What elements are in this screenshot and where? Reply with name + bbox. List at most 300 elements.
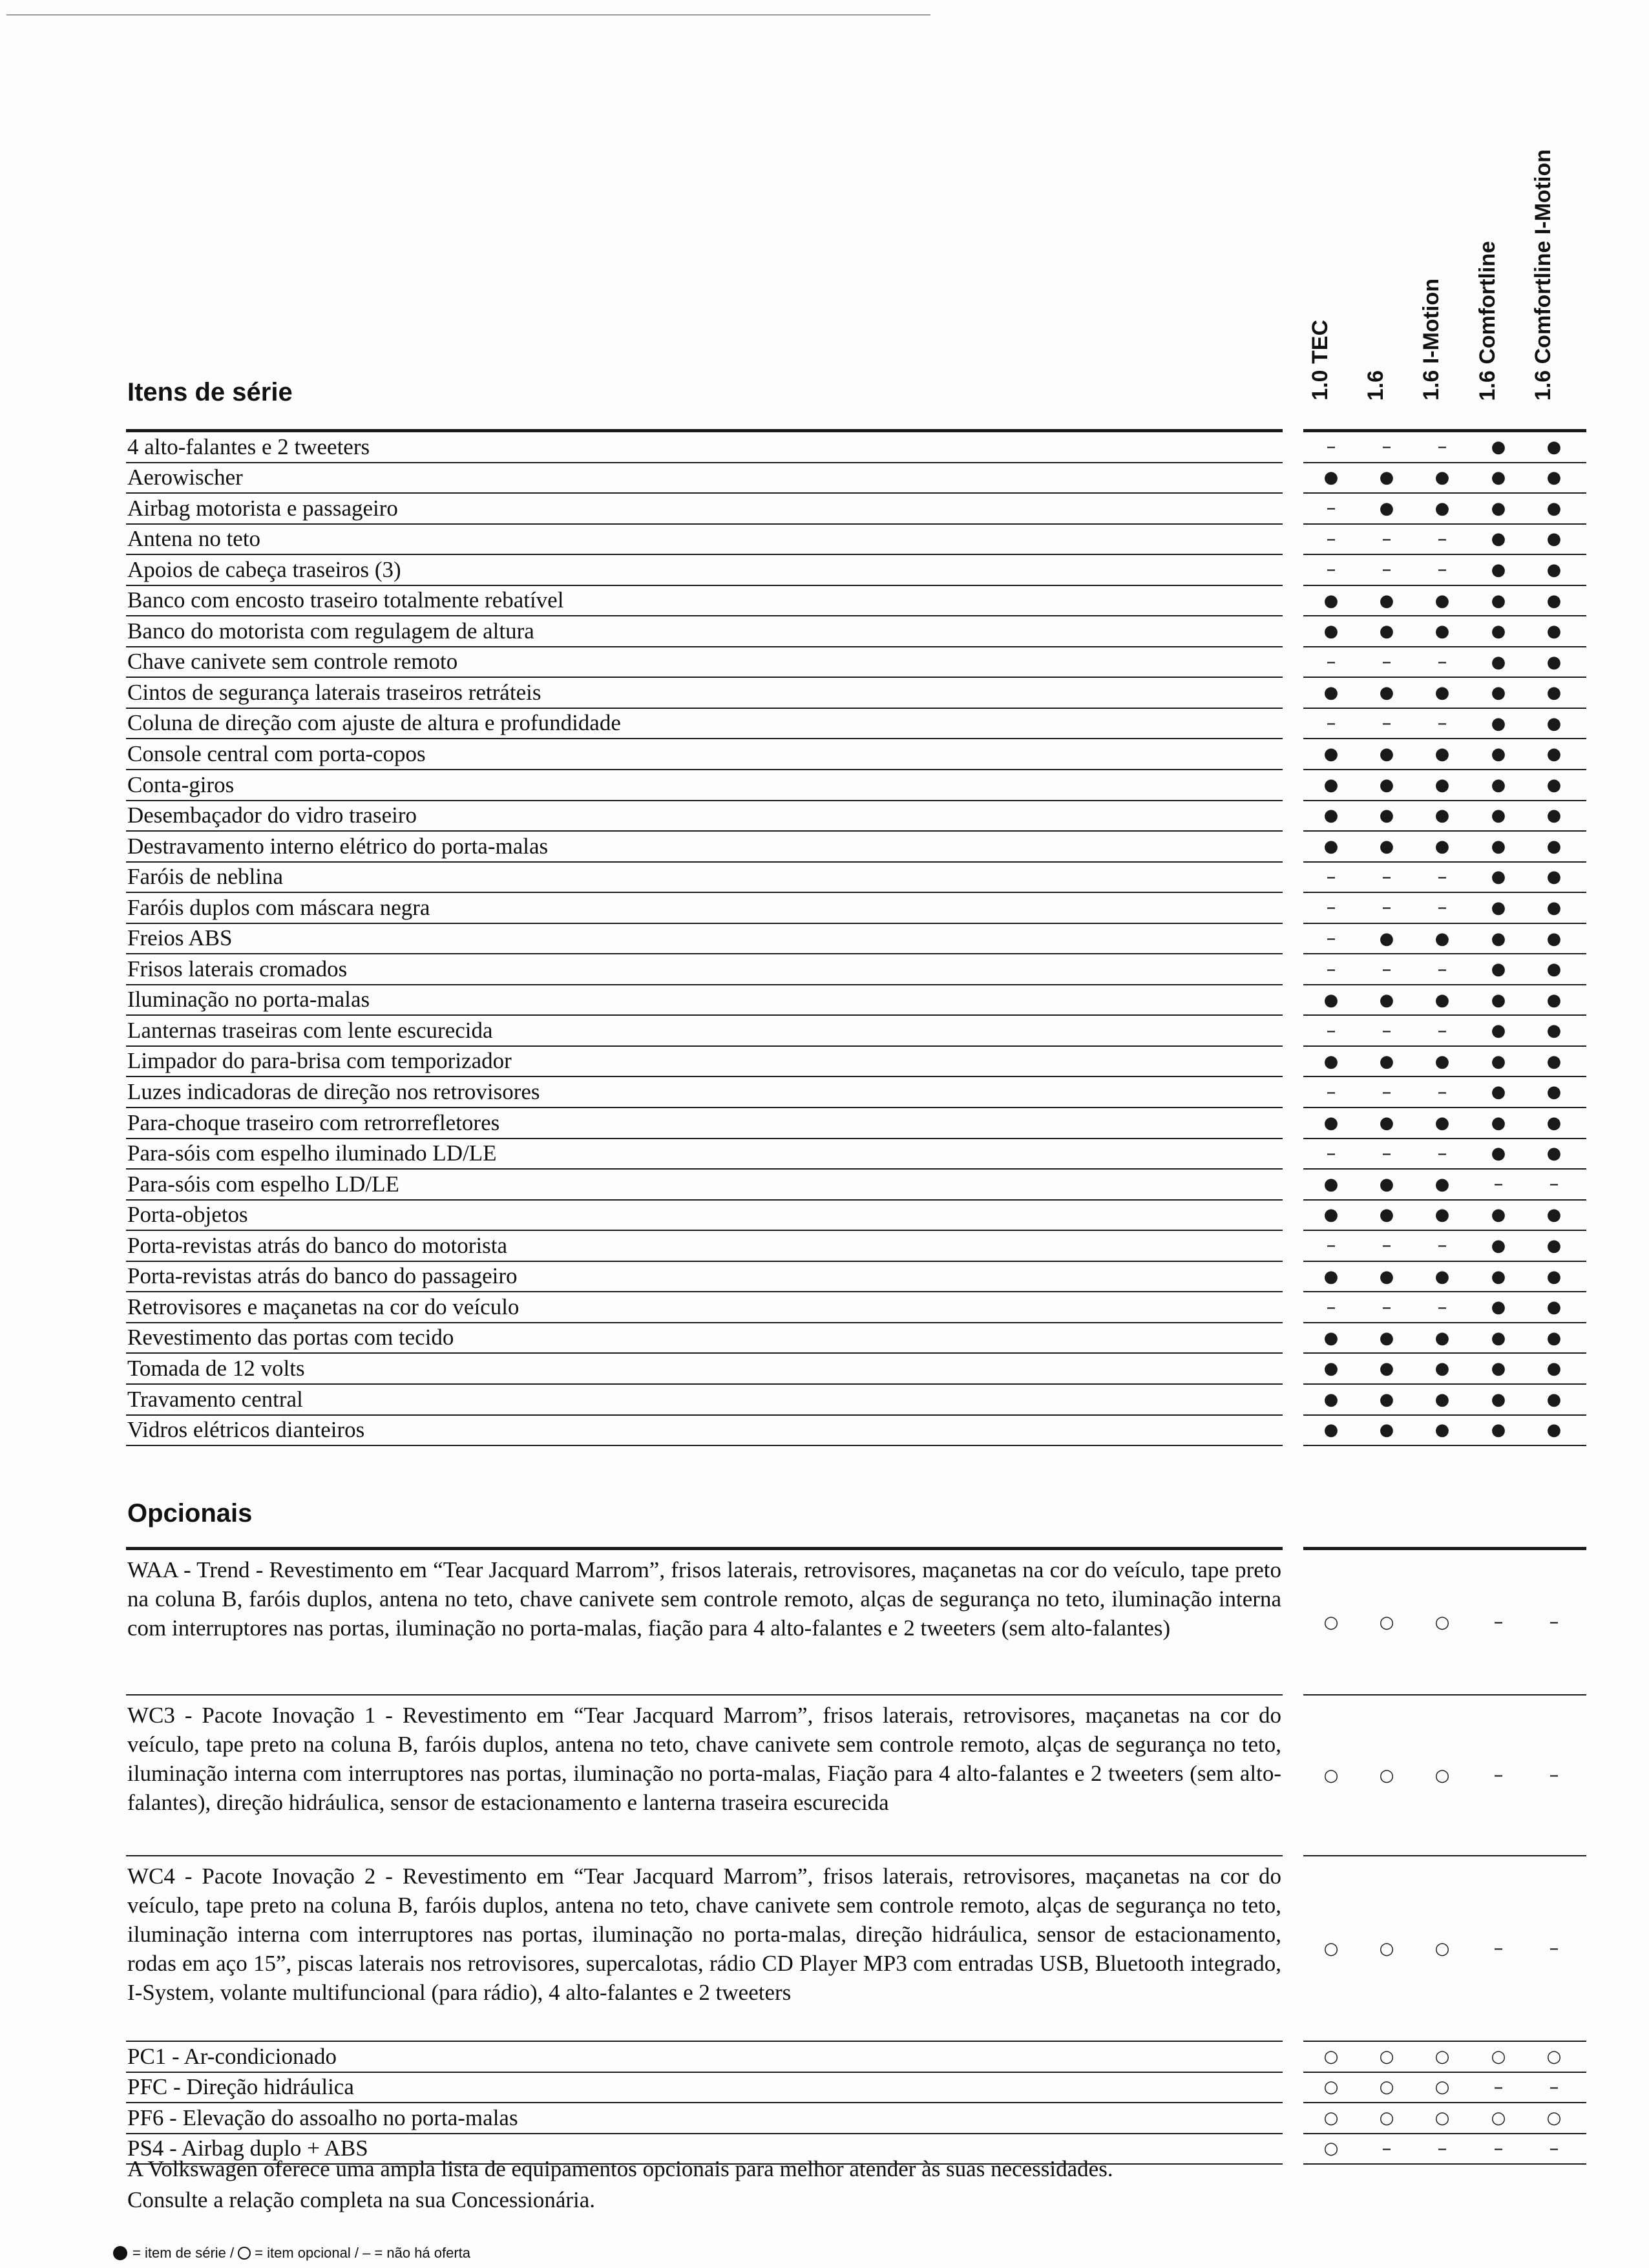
standard-item-dot-icon: ● [1379,622,1394,642]
mark-not-offered: – [1493,1937,1504,1960]
mark-not-offered: – [1326,558,1336,582]
row-marks [1303,1047,1586,1078]
row-label-cell [126,770,1283,801]
table-row [126,924,1586,955]
standard-item-dot-icon: ● [1491,1389,1506,1409]
row-marks [1303,1108,1586,1139]
standard-item-dot-icon: ● [1491,775,1506,795]
standard-item-dot-icon: ● [1491,1021,1506,1041]
row-label: PF6 - Elevação do assoalho no porta-malas [127,2105,518,2130]
standard-item-dot-icon: ● [1379,1328,1394,1348]
row-label: Conta-giros [127,772,235,797]
optional-item-ring-icon: ○ [1323,2046,1339,2066]
row-label-cell [126,616,1283,647]
standard-item-dot-icon: ● [1434,1420,1450,1440]
row-label: Para-choque traseiro com retrorrefletores [127,1109,500,1135]
mark-not-offered: – [1493,2137,1504,2160]
standard-item-dot-icon: ● [1546,1266,1562,1286]
standard-item-dot-icon: ● [1546,1021,1562,1041]
standard-item-dot-icon: ● [1434,1205,1450,1225]
standard-item-dot-icon: ● [1434,775,1450,795]
mark-not-offered: – [1326,958,1336,981]
table-row [126,863,1586,894]
standard-item-dot-icon: ● [1323,591,1339,611]
row-label-cell [126,2073,1283,2104]
row-marks [1303,2042,1586,2073]
mark-not-offered: – [1326,1019,1336,1042]
optional-item-ring-icon [238,2247,251,2260]
standard-item-dot-icon: ● [1546,775,1562,795]
row-label-cell [126,1170,1283,1201]
row-label-cell [126,1292,1283,1323]
optional-item-ring-icon: ○ [1434,1765,1450,1785]
row-label: Limpador do para-brisa com temporizador [127,1048,512,1074]
table-row [126,525,1586,556]
standard-item-dot-icon: ● [1491,713,1506,733]
mark-not-offered: – [1437,651,1447,674]
standard-item-dot-icon: ● [1379,1174,1394,1194]
row-label-cell [126,1262,1283,1293]
row-label: Luzes indicadoras de direção nos retrovisores [127,1079,540,1105]
standard-item-dot-icon: ● [1491,468,1506,488]
standard-item-dot-icon: ● [1379,836,1394,856]
mark-not-offered: – [1381,651,1392,674]
mark-not-offered: – [1326,1080,1336,1104]
column-headers [1286,90,1583,401]
row-marks [1303,1139,1586,1170]
row-marks [1303,739,1586,770]
standard-item-dot-icon: ● [1546,867,1562,887]
row-marks [1303,1416,1586,1447]
legend [113,2245,470,2262]
mark-not-offered: – [1437,527,1447,551]
standard-item-dot-icon: ● [1546,652,1562,672]
package-description: WAA - Trend - Revestimento em “Tear Jacquard Marrom”, frisos laterais, retrovisores, maçanetas na cor do veículo, tape preto na coluna B, faróis duplos, antena no teto, chave canivete sem controle remoto, alças de segurança no teto, iluminação interna com interruptores nas portas, iluminação no porta-malas, fiação para 4 alto-falantes e 2 tweeters (sem alto-falantes) [127,1557,1281,1641]
row-marks [1303,1231,1586,1262]
mark-not-offered: – [1549,2075,1559,2099]
table-row [126,1416,1586,1447]
standard-item-dot-icon: ● [1491,1082,1506,1102]
standard-item-dot-icon: ● [1379,1266,1394,1286]
mark-not-offered: – [1549,2137,1559,2160]
standard-item-dot-icon: ● [1434,468,1450,488]
mark-not-offered: – [1437,958,1447,981]
standard-item-dot-icon: ● [1379,683,1394,703]
standard-item-dot-icon: ● [1323,468,1339,488]
standard-item-dot-icon: ● [1546,713,1562,733]
row-marks [1303,801,1586,832]
row-marks [1303,1262,1586,1293]
row-label-cell [126,586,1283,617]
row-label-cell [126,739,1283,770]
table-row [126,985,1586,1016]
standard-item-dot-icon: ● [1546,529,1562,549]
standard-item-dot-icon: ● [1546,1359,1562,1379]
row-marks [1303,863,1586,894]
row-label-cell [126,647,1283,678]
mark-not-offered: – [1437,1234,1447,1257]
mark-not-offered: – [1549,1611,1559,1633]
mark-not-offered: – [1549,1937,1559,1960]
row-label-cell [126,863,1283,894]
row-marks [1303,832,1586,863]
standard-item-dot-icon: ● [1491,1266,1506,1286]
optional-items-table [126,1550,1586,2165]
standard-item-dot-icon: ● [1434,929,1450,949]
mark-not-offered: – [1549,1173,1559,1196]
standard-item-dot-icon: ● [1491,1113,1506,1133]
row-marks [1303,678,1586,709]
standard-item-dot-icon: ● [1491,744,1506,764]
table-row [126,1323,1586,1354]
standard-item-dot-icon: ● [1379,744,1394,764]
standard-item-dot-icon: ● [1546,1144,1562,1164]
row-label: Revestimento das portas com tecido [127,1325,454,1350]
standard-item-dot-icon: ● [1491,622,1506,642]
column-header [1515,90,1571,401]
row-label-cell [126,555,1283,586]
column-header [1292,90,1348,401]
mark-not-offered: – [1493,1173,1504,1196]
optional-item-ring-icon: ○ [1323,2077,1339,2097]
mark-not-offered: – [1381,958,1392,981]
table-row [126,1292,1586,1323]
optional-item-ring-icon: ○ [1323,1612,1339,1632]
optional-item-ring-icon: ○ [1323,2108,1339,2128]
standard-item-dot-icon: ● [1546,898,1562,918]
table-row [126,2042,1586,2073]
row-label: PFC - Direção hidráulica [127,2074,354,2100]
standard-item-dot-icon: ● [1491,1297,1506,1318]
row-label-cell [126,1139,1283,1170]
standard-item-dot-icon: ● [1491,498,1506,518]
row-label-cell [126,525,1283,556]
standard-item-dot-icon: ● [1434,744,1450,764]
mark-not-offered: – [1381,1019,1392,1042]
standard-item-dot-icon: ● [1546,1113,1562,1133]
standard-item-dot-icon: ● [1546,622,1562,642]
standard-item-dot-icon: ● [1491,1235,1506,1255]
mark-not-offered: – [1437,558,1447,582]
row-label-cell [126,1231,1283,1262]
row-marks [1303,954,1586,985]
row-marks [1303,1323,1586,1354]
standard-item-dot-icon: ● [1434,1113,1450,1133]
row-label-cell [126,1077,1283,1108]
row-marks [1303,555,1586,586]
row-label-cell [126,801,1283,832]
standard-item-dot-icon: ● [1546,1235,1562,1255]
standard-item-dot-icon: ● [1491,836,1506,856]
row-label: Freios ABS [127,925,233,951]
mark-not-offered: – [1437,1019,1447,1042]
table-row [126,2103,1586,2134]
row-label: Para-sóis com espelho LD/LE [127,1171,399,1197]
standard-item-dot-icon: ● [1491,929,1506,949]
table-row [126,1077,1586,1108]
mark-not-offered: – [1381,1296,1392,1319]
standard-item-dot-icon: ● [1546,836,1562,856]
standard-item-dot-icon: ● [1434,1051,1450,1071]
table-row [126,832,1586,863]
row-label-cell [126,678,1283,709]
standard-item-dot-icon: ● [1491,1205,1506,1225]
row-label-cell [126,1416,1283,1447]
column-header [1403,90,1459,401]
standard-item-dot-icon: ● [1491,591,1506,611]
row-marks [1303,616,1586,647]
table-row [126,2073,1586,2104]
optional-item-ring-icon: ○ [1434,1938,1450,1958]
mark-not-offered: – [1381,1080,1392,1104]
table-row [126,494,1586,525]
standard-item-dot-icon: ● [1323,1266,1339,1286]
row-label-cell [126,709,1283,740]
row-marks [1303,2103,1586,2134]
row-label-cell [126,1201,1283,1232]
optional-item-ring-icon: ○ [1323,2139,1339,2159]
row-label: Airbag motorista e passageiro [127,495,398,521]
standard-item-dot-icon: ● [1323,1051,1339,1071]
standard-item-dot-icon: ● [1379,775,1394,795]
row-marks [1303,893,1586,924]
row-marks [1303,2073,1586,2104]
mark-not-offered: – [1326,927,1336,950]
row-label: 4 alto-falantes e 2 tweeters [127,434,370,459]
standard-item-dot-icon: ● [1323,1420,1339,1440]
standard-item-dot-icon: ● [1323,744,1339,764]
mark-not-offered: – [1326,436,1336,459]
optional-item-ring-icon: ○ [1379,1938,1394,1958]
mark-not-offered: – [1437,2137,1447,2160]
optional-item-ring-icon: ○ [1434,2108,1450,2128]
optional-item-ring-icon: ○ [1434,2077,1450,2097]
row-marks [1303,1077,1586,1108]
mark-not-offered: – [1381,865,1392,888]
footer-line-2: Consulte a relação completa na sua Concessionária. [127,2187,596,2212]
row-label-cell [126,1016,1283,1047]
optional-item-ring-icon: ○ [1546,2108,1562,2128]
row-label: Aerowischer [127,465,243,490]
row-label: Banco do motorista com regulagem de altura [127,618,534,644]
standard-item-dot-icon: ● [1434,806,1450,826]
standard-item-dot-icon: ● [1323,775,1339,795]
standard-item-dot-icon: ● [1434,622,1450,642]
standard-item-dot-icon: ● [1491,806,1506,826]
standard-item-dot-icon: ● [1491,437,1506,457]
standard-item-dot-icon: ● [1546,498,1562,518]
row-label-cell [126,2103,1283,2134]
standard-item-dot-icon: ● [1546,806,1562,826]
table-row [126,647,1586,678]
table-row [126,1262,1586,1293]
row-label-cell [126,1385,1283,1416]
row-label-cell [126,463,1283,494]
standard-item-dot-icon: ● [1546,1205,1562,1225]
standard-item-dot-icon: ● [1323,806,1339,826]
optional-item-ring-icon: ○ [1546,2046,1562,2066]
standard-item-dot-icon: ● [1491,1144,1506,1164]
row-label: PC1 - Ar-condicionado [127,2043,337,2069]
package-description: WC3 - Pacote Inovação 1 - Revestimento em “Tear Jacquard Marrom”, frisos laterais, retrovisores, maçanetas na cor do veículo, tape preto na coluna B, faróis duplos, antena no teto, chave canivete sem controle remoto, alças de segurança no teto, iluminação interna com interruptores nas portas, iluminação no porta-malas, Fiação para 4 alto-falantes e 2 tweeters (sem alto-falantes), direção hidráulica, sensor de estacionamento e lanterna traseira escurecida [127,1703,1281,1815]
standard-item-dot-icon: ● [1434,591,1450,611]
standard-item-dot-icon: ● [1546,1082,1562,1102]
table-row [126,709,1586,740]
row-label-cell [126,954,1283,985]
table-row [126,586,1586,617]
standard-item-dot-icon: ● [1546,1420,1562,1440]
mark-not-offered: – [1326,1142,1336,1165]
package-description: WC4 - Pacote Inovação 2 - Revestimento em “Tear Jacquard Marrom”, frisos laterais, retrovisores, maçanetas na cor do veículo, tape preto na coluna B, faróis duplos, antena no teto, chave canivete sem controle remoto, alças de segurança no teto, iluminação interna com interruptores nas portas, iluminação no porta-malas, direção hidráulica, sensor de estacionamento, rodas em aço 15”, piscas laterais nos retrovisores, supercalotas, rádio CD Player MP3 com entradas USB, Bluetooth integrado, I-System, volante multifuncional (para rádio), 4 alto-falantes e 2 tweeters [127,1864,1281,2005]
standard-item-dot-icon: ● [1323,1359,1339,1379]
table-row [126,555,1586,586]
standard-item-dot-icon: ● [1323,836,1339,856]
standard-item-dot-icon: ● [1323,990,1339,1010]
standard-item-dot-icon: ● [1379,806,1394,826]
mark-not-offered: – [1326,651,1336,674]
row-marks [1303,1201,1586,1232]
mark-not-offered: – [1326,1234,1336,1257]
standard-item-dot-icon: ● [1491,867,1506,887]
standard-item-dot-icon: ● [1491,990,1506,1010]
row-label: Destravamento interno elétrico do porta-malas [127,833,549,859]
table-row [126,1231,1586,1262]
row-label-cell [126,985,1283,1016]
mark-not-offered: – [1437,865,1447,888]
standard-item-dot-icon: ● [1323,1113,1339,1133]
mark-not-offered: – [1437,712,1447,735]
mark-not-offered: – [1326,497,1336,520]
row-marks [1303,709,1586,740]
standard-item-dot-icon: ● [1323,1328,1339,1348]
mark-not-offered: – [1381,558,1392,582]
table-row [126,1201,1586,1232]
row-label: Iluminação no porta-malas [127,987,370,1013]
legend-standard-text: = item de série / [132,2245,235,2261]
optional-item-ring-icon: ○ [1323,1765,1339,1785]
standard-item-dot-icon: ● [1323,622,1339,642]
table-row [126,1170,1586,1201]
row-label: Apoios de cabeça traseiros (3) [127,556,401,582]
package-marks [1303,1550,1586,1696]
standard-item-dot-icon: ● [1491,560,1506,580]
mark-not-offered: – [1549,1764,1559,1787]
row-label-cell [126,1047,1283,1078]
standard-item-dot-icon: ● [1491,960,1506,980]
mark-not-offered: – [1493,2075,1504,2099]
table-row [126,770,1586,801]
standard-item-dot-icon: ● [1379,1113,1394,1133]
row-label: Faróis duplos com máscara negra [127,894,430,920]
standard-item-dot-icon: ● [1379,1051,1394,1071]
standard-item-dot-icon: ● [1546,960,1562,980]
row-label-cell [126,1108,1283,1139]
row-label: Banco com encosto traseiro totalmente rebatível [127,587,564,613]
row-label: Coluna de direção com ajuste de altura e profundidade [127,710,621,736]
mark-not-offered: – [1437,1080,1447,1104]
row-label: Porta-revistas atrás do banco do passageiro [127,1263,518,1289]
table-row [126,739,1586,770]
row-marks [1303,1385,1586,1416]
row-marks [1303,924,1586,955]
standard-item-dot-icon: ● [1546,683,1562,703]
row-label-cell [126,494,1283,525]
mark-not-offered: – [1381,896,1392,919]
standard-item-dot-icon: ● [1546,1297,1562,1318]
standard-item-dot-icon: ● [1379,1359,1394,1379]
mark-not-offered: – [1437,1296,1447,1319]
standard-item-dot-icon: ● [1546,744,1562,764]
table-row [126,1354,1586,1385]
table-row [126,954,1586,985]
column-header [1460,90,1515,401]
mark-not-offered: – [1326,712,1336,735]
row-label: Vidros elétricos dianteiros [127,1417,365,1443]
mark-not-offered: – [1381,1234,1392,1257]
mark-not-offered: – [1381,1142,1392,1165]
row-label-cell [126,2042,1283,2073]
standard-item-dot-icon: ● [1546,560,1562,580]
table-row [126,1016,1586,1047]
row-label-cell [126,1323,1283,1354]
table-row [126,801,1586,832]
standard-item-dot-icon: ● [1434,1174,1450,1194]
table-row [126,678,1586,709]
standard-item-dot-icon: ● [1546,1051,1562,1071]
standard-item-dot-icon: ● [1379,929,1394,949]
mark-not-offered: – [1493,1611,1504,1633]
optional-item-ring-icon: ○ [1379,1765,1394,1785]
row-marks [1303,770,1586,801]
row-label: Porta-objetos [127,1202,248,1228]
optional-item-ring-icon: ○ [1491,2046,1506,2066]
package-row [126,1696,1586,1856]
top-rule [6,14,930,16]
column-header-label: 1.0 TEC [1307,320,1332,401]
package-marks [1303,1696,1586,1856]
row-label: Lanternas traseiras com lente escurecida [127,1017,493,1043]
footer-note [127,2154,1113,2216]
table-row [126,616,1586,647]
standard-items-table [126,432,1586,1446]
row-label-cell [126,893,1283,924]
standard-item-dot-icon: ● [1546,468,1562,488]
standard-item-dot-icon: ● [1434,990,1450,1010]
row-marks [1303,647,1586,678]
row-label: Travamento central [127,1386,303,1412]
standard-item-dot-icon: ● [1491,1051,1506,1071]
standard-item-dot-icon: ● [1323,683,1339,703]
row-marks [1303,463,1586,494]
row-label: Chave canivete sem controle remoto [127,649,458,675]
footer-line-1: A Volkswagen oferece uma ampla lista de equipamentos opcionais para melhor atender às suas necessidades. [127,2156,1113,2181]
row-marks [1303,1016,1586,1047]
standard-item-dot-icon: ● [1379,498,1394,518]
row-label-cell [126,924,1283,955]
standard-item-dot-icon: ● [1434,1328,1450,1348]
row-label: PS4 - Airbag duplo + ABS [127,2136,368,2161]
optional-item-ring-icon: ○ [1379,2108,1394,2128]
standard-item-dot-icon: ● [1434,836,1450,856]
package-row [126,1856,1586,2042]
mark-not-offered: – [1493,1764,1504,1787]
standard-item-dot-icon: ● [1434,498,1450,518]
standard-item-dot-icon: ● [1491,1420,1506,1440]
standard-item-dot-icon: ● [1546,1328,1562,1348]
row-marks [1303,432,1586,463]
table-row [126,1047,1586,1078]
package-description-cell [126,1696,1283,1856]
